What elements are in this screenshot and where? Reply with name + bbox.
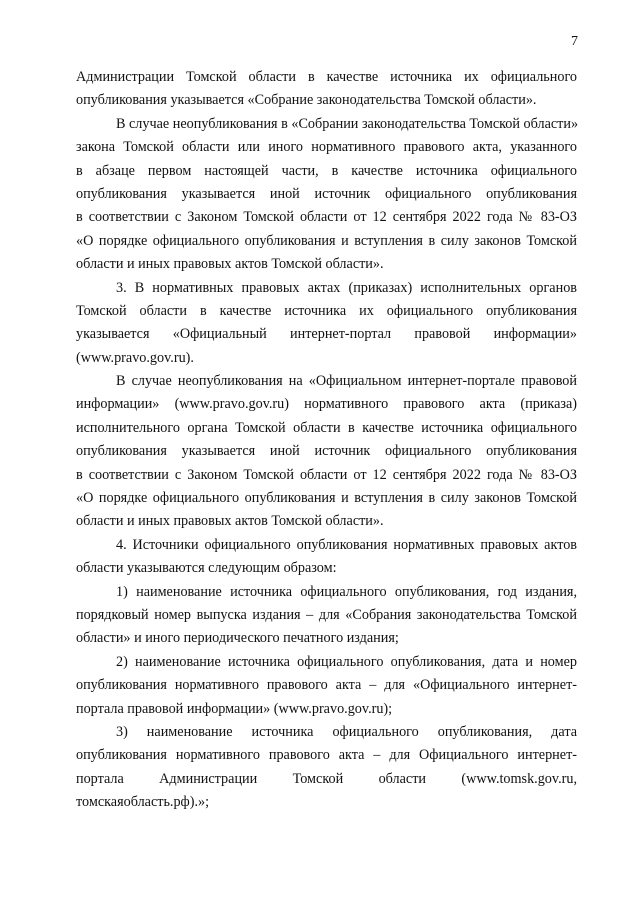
text-line: 1) наименование источника официального опубликования, год издания, [116,583,577,600]
text-line: области и иных правовых актов Томской области». [76,513,384,530]
text-line: указывается «Официальный интернет-портал правовой информации» [76,326,577,343]
text-line: информации» (www.pravo.gov.ru) нормативного правового акта (приказа) [76,396,577,413]
paragraph [76,66,577,113]
paragraph [76,113,577,277]
text-line: порядковый номер выпуска издания – для «Собрания законодательства Томской [76,606,577,623]
text-line: опубликования указывается иной источник официального опубликования [76,443,577,460]
text-line: опубликования указывается «Собрание законодательства Томской области». [76,92,537,109]
text-line: Администрации Томской области в качестве источника их официального [76,69,577,85]
text-line: области» и иного периодического печатного издания; [76,630,399,647]
text-line: опубликования нормативного правового акта – для «Официального интернет- [76,677,577,694]
paragraph [76,277,577,371]
text-line: в абзаце первом настоящей части, в качестве источника официального [76,162,577,179]
text-line: в соответствии с Законом Томской области от 12 сентября 2022 года № 83-ОЗ [76,466,577,483]
text-line: Томской области в качестве источника их официального опубликования [76,302,577,319]
page-number: 7 [571,34,578,49]
text-line: исполнительного органа Томской области в качестве источника официального [76,419,577,436]
text-line: области указываются следующим образом: [76,560,337,577]
text-line: портала Администрации Томской области (www.tomsk.gov.ru, [76,770,577,787]
text-line: 3. В нормативных правовых актах (приказах) исполнительных органов [116,279,577,296]
text-line: опубликования нормативного правового акта – для Официального интернет- [76,747,577,764]
text-line: 4. Источники официального опубликования нормативных правовых актов [116,536,577,553]
text-line: В случае неопубликования в «Собрании законодательства Томской области» [116,115,579,132]
text-line: 3) наименование источника официального опубликования, дата [116,723,577,740]
text-line: в соответствии с Законом Томской области от 12 сентября 2022 года № 83-ОЗ [76,209,577,226]
paragraph [76,534,577,581]
paragraph [76,721,577,815]
text-line: В случае неопубликования на «Официальном интернет-портале правовой [116,373,577,390]
text-line: портала правовой информации» (www.pravo.gov.ru); [76,700,393,717]
paragraph [76,651,577,721]
paragraph [76,370,577,534]
text-line: томскаяобласть.рф).»; [76,794,210,811]
text-line: закона Томской области или иного нормативного правового акта, указанного [76,139,577,156]
text-line: «О порядке официального опубликования и вступления в силу законов Томской [76,490,577,507]
text-line: опубликования указывается иной источник официального опубликования [76,185,577,202]
document-body [76,66,577,815]
text-line: 2) наименование источника официального опубликования, дата и номер [116,653,577,670]
paragraph [76,581,577,651]
text-line: области и иных правовых актов Томской области». [76,256,384,273]
text-line: (www.pravo.gov.ru). [76,349,194,366]
text-line: «О порядке официального опубликования и вступления в силу законов Томской [76,232,577,249]
